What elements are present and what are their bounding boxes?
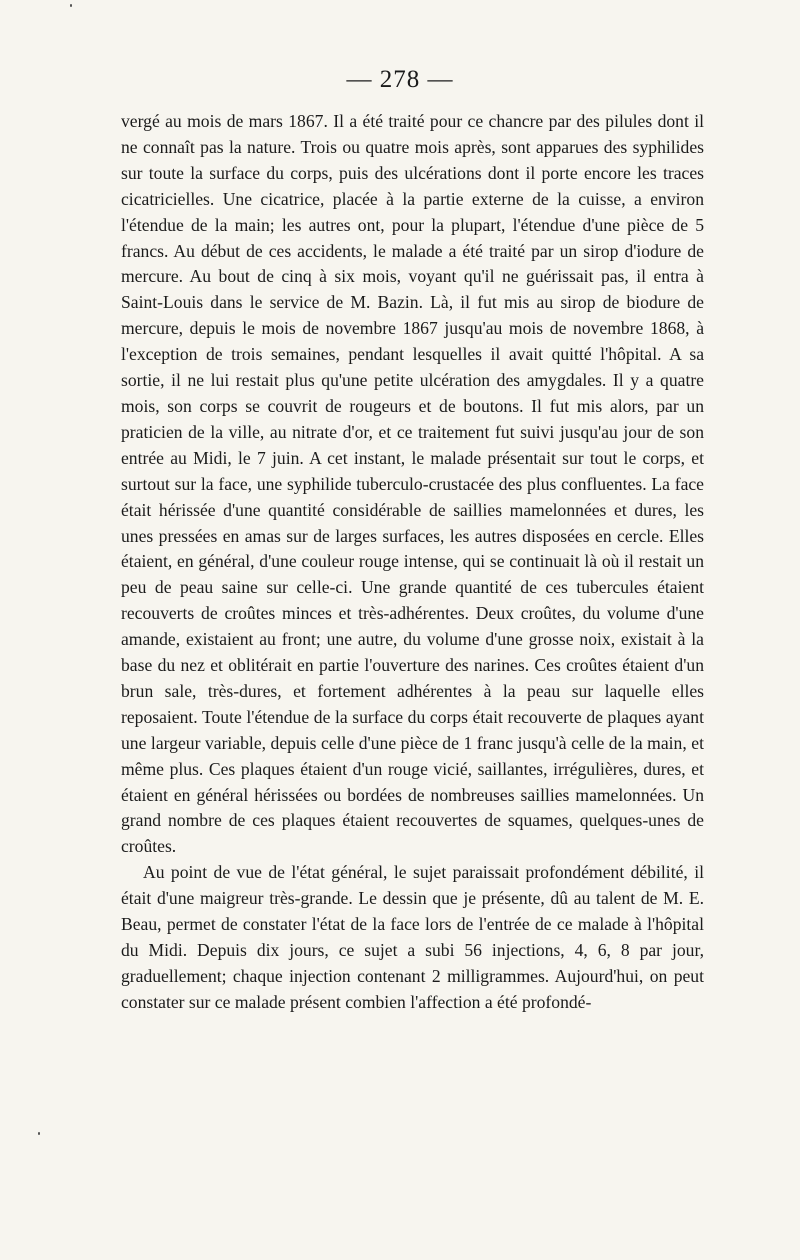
paragraph-case-history: vergé au mois de mars 1867. Il a été traité pour ce chancre par des pilules dont il ne connaît pas la nature. Trois ou quatre mois après, sont apparues des syphilides sur toute la surface du corps, puis des ulcérations dont il porte encore les traces cicatricielles. Une cicatrice, placée à la partie externe de la cuisse, a environ l'étendue de la main; les autres ont, pour la plupart, l'étendue d'une pièce de 5 francs. Au début de ces accidents, le malade a été traité par un sirop d'iodure de mercure. Au bout de cinq à six mois, voyant qu'il ne guérissait pas, il entra à Saint-Louis dans le service de M. Bazin. Là, il fut mis au sirop de biodure de mercure, depuis le mois de novembre 1867 jusqu'au mois de novembre 1868, à l'exception de trois semaines, pendant lesquelles il avait quitté l'hôpital. A sa sortie, il ne lui restait plus qu'une petite ulcération des amygdales. Il y a quatre mois, son corps se couvrit de rougeurs et de boutons. Il fut mis alors, par un praticien de la ville, au nitrate d'or, et ce traitement fut suivi jusqu'au jour de son entrée au Midi, le 7 juin. A cet instant, le malade présentait sur tout le corps, et surtout sur la face, une syphilide tuberculo-crustacée des plus confluentes. La face était hérissée d'une quantité considérable de saillies mamelonnées et dures, les unes pressées en amas sur de larges surfaces, les autres disposées en cercle. Elles étaient, en général, d'une couleur rouge intense, qui se continuait là où il restait un peu de peau saine sur celle-ci. Une grande quantité de ces tubercules étaient recouverts de croûtes minces et très-adhérentes. Deux croûtes, du volume d'une amande, existaient au front; une autre, du volume d'une grosse noix, existait à la base du nez et oblitérait en partie l'ouverture des narines. Ces croûtes étaient d'un brun sale, très-dures, et fortement adhérentes à la peau sur laquelle elles reposaient. Toute l'étendue de la surface du corps était recouverte de plaques ayant une largeur variable, depuis celle d'une pièce de 1 franc jusqu'à celle de la main, et même plus. Ces plaques étaient d'un rouge vicié, saillantes, irrégulières, dures, et étaient en général hérissées ou bordées de nombreuses saillies mamelonnées. Un grand nombre de ces plaques étaient recouvertes de squames, quelques-unes de croûtes.	[121, 111, 704, 857]
body-text	[121, 109, 704, 1016]
paragraph-general-state: Au point de vue de l'état général, le sujet paraissait profondément débilité, il était d'une maigreur très-grande. Le dessin que je présente, dû au talent de M. E. Beau, permet de constater l'état de la face lors de l'entrée de ce malade à l'hôpital du Midi. Depuis dix jours, ce sujet a subi 56 injections, 4, 6, 8 par jour, graduellement; chaque injection contenant 2 milligrammes. Aujourd'hui, on peut constater sur ce malade présent combien l'affection a été profondé-	[121, 862, 704, 1012]
page-number: — 278 —	[346, 66, 454, 93]
print-speck	[38, 1132, 40, 1135]
print-speck	[70, 4, 72, 7]
